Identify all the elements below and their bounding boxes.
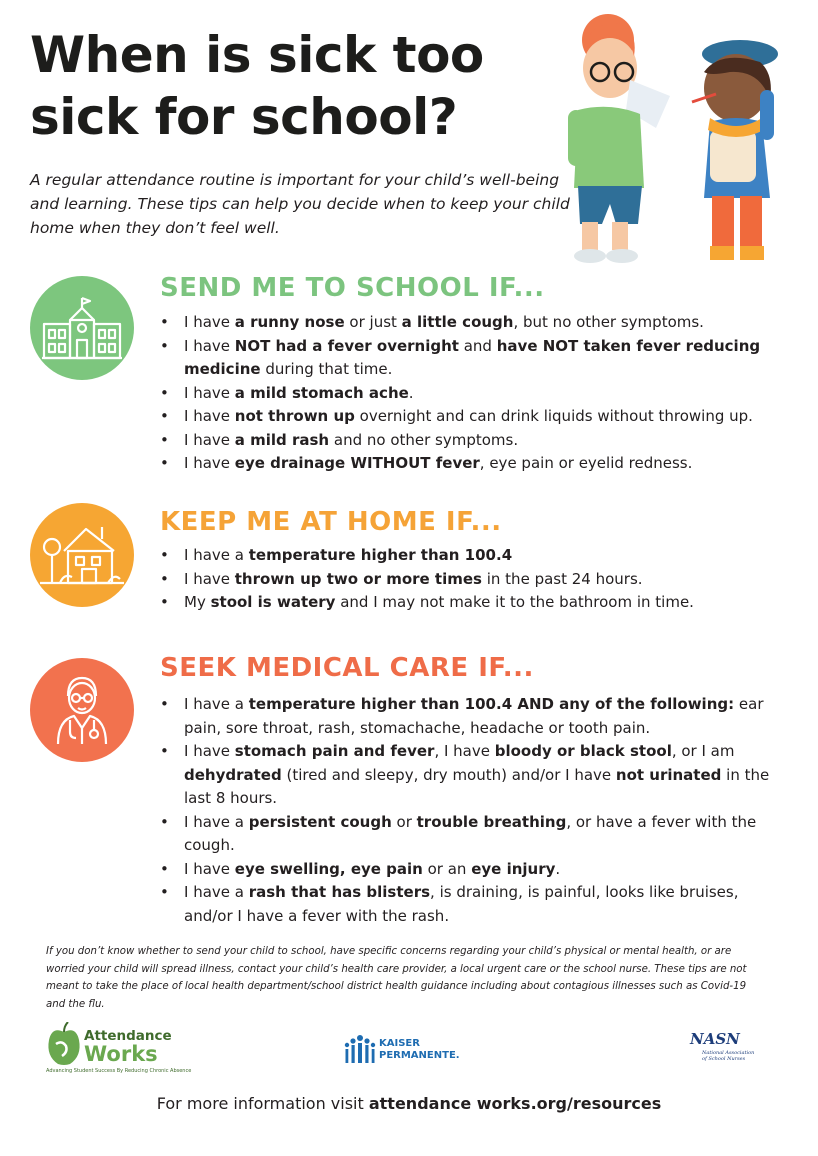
emphasis-text: not urinated	[615, 765, 722, 784]
item-text: , is draining, is painful, looks like bruises, and/or I have a fever with the rash.	[184, 883, 739, 925]
apple-hand-icon	[46, 1022, 82, 1066]
emphasis-text: a mild stomach ache	[234, 383, 409, 402]
list-item	[160, 405, 780, 429]
emphasis-text: a mild rash	[234, 430, 330, 449]
boy-blowing-nose	[568, 14, 670, 263]
list-item	[160, 311, 780, 335]
item-text: I have a	[184, 812, 249, 831]
item-text: overnight and can drink liquids without throwing up.	[354, 407, 753, 425]
sick-children-illustration	[560, 10, 810, 270]
item-text: I have	[184, 336, 235, 355]
item-text: , but no other symptoms.	[513, 313, 704, 331]
list-item	[160, 382, 780, 406]
seek-medical-care-list	[160, 693, 780, 928]
attendance-works-logo[interactable]	[46, 1020, 192, 1080]
emphasis-text: have NOT taken fever reducing medicine	[184, 336, 761, 378]
list-item	[160, 740, 780, 811]
emphasis-text: eye swelling, eye pain	[234, 859, 423, 878]
section-heading: SEND ME TO SCHOOL IF...	[160, 273, 545, 303]
list-item	[160, 452, 780, 476]
emphasis-text: persistent cough	[248, 812, 392, 831]
nasn-logo[interactable]	[688, 1030, 758, 1074]
list-item	[160, 811, 780, 858]
list-item	[160, 335, 780, 382]
item-text: , I have	[434, 742, 495, 760]
title-line-2: sick for school?	[30, 88, 458, 146]
item-text: in the past 24 hours.	[481, 569, 643, 588]
logo-name-line-1: Attendance	[84, 1028, 172, 1044]
item-text: I have a	[184, 695, 249, 713]
item-text: I have	[184, 430, 235, 449]
item-text: I have	[184, 454, 235, 472]
section-heading: KEEP ME AT HOME IF...	[160, 507, 502, 537]
item-text: I have	[184, 742, 235, 760]
item-text: , or I am	[671, 742, 735, 760]
list-item	[160, 568, 780, 592]
nasn-subtitle: National Association of School Nurses	[702, 1050, 755, 1062]
kaiser-line-1: KAISER	[379, 1038, 420, 1049]
item-text: or just	[344, 313, 402, 331]
kaiser-figures-icon	[343, 1034, 377, 1064]
kaiser-line-2: PERMANENTE.	[379, 1050, 460, 1061]
emphasis-text: stomach pain and fever	[234, 742, 435, 760]
title-line-1: When is sick too	[30, 26, 484, 84]
footer-prefix: For more information visit	[156, 1094, 369, 1113]
emphasis-text: eye drainage WITHOUT fever	[234, 454, 480, 472]
emphasis-text: bloody or black stool	[494, 742, 672, 760]
item-text: I have	[184, 407, 235, 425]
emphasis-text: a little cough	[401, 313, 514, 331]
kaiser-permanente-logo[interactable]	[343, 1030, 483, 1070]
item-text: .	[408, 383, 414, 402]
page-title	[30, 24, 570, 148]
keep-at-home-list	[160, 544, 780, 615]
list-item	[160, 693, 780, 740]
item-text: and no other symptoms.	[329, 430, 519, 449]
school-building-icon	[30, 276, 134, 380]
emphasis-text: trouble breathing	[416, 812, 567, 831]
emphasis-text: thrown up two or more times	[234, 569, 482, 588]
list-item	[160, 591, 780, 615]
send-to-school-list	[160, 311, 780, 476]
item-text: or	[391, 812, 417, 831]
house-icon	[30, 503, 134, 607]
intro-text: A regular attendance routine is important for your child’s well-being and learning. These tips can help you decide when to keep your child home when they don’t feel well.	[30, 171, 570, 237]
footer	[0, 1094, 818, 1114]
emphasis-text: stool is watery	[210, 593, 336, 611]
item-text: My	[184, 593, 211, 611]
kaiser-wordmark	[379, 1038, 460, 1062]
emphasis-text: dehydrated	[184, 765, 282, 784]
item-text: , or have a fever with the cough.	[184, 812, 757, 854]
item-text: in the last 8 hours.	[184, 765, 770, 807]
item-text: and I may not make it to the bathroom in time.	[335, 593, 694, 611]
item-text: (tired and sleepy, dry mouth) and/or I have	[281, 765, 616, 784]
emphasis-text: not thrown up	[234, 407, 355, 425]
doctor-icon	[30, 658, 134, 762]
emphasis-text: NOT had a fever overnight	[234, 336, 459, 355]
list-item	[160, 858, 780, 882]
list-item	[160, 881, 780, 928]
emphasis-text: temperature higher than 100.4 AND any of the following:	[248, 695, 735, 713]
list-item	[160, 429, 780, 453]
item-text: I have	[184, 313, 235, 331]
item-text: I have a	[184, 546, 249, 564]
emphasis-text: a runny nose	[234, 313, 345, 331]
item-text: or an	[422, 859, 472, 878]
list-item	[160, 544, 780, 568]
nasn-wordmark: NASN	[690, 1030, 740, 1048]
logo-name-line-2: Works	[84, 1042, 158, 1066]
item-text: .	[555, 859, 561, 878]
emphasis-text: rash that has blisters	[248, 883, 431, 901]
emphasis-text: temperature higher than 100.4	[248, 546, 513, 564]
disclaimer-text: If you don’t know whether to send your child to school, have specific concerns regarding your child’s physical or mental health, or are worried your child will spread illness, contact your child’s health care provider, a local urgent care or the school nurse. These tips are not meant to take the place of local health department/school district health guidance including about contagious illnesses such as Covid-19 and the flu.	[46, 946, 747, 1010]
item-text: during that time.	[260, 360, 393, 378]
item-text: I have	[184, 569, 235, 588]
girl-with-thermometer	[692, 40, 778, 260]
footer-link[interactable]: attendance works.org/resources	[368, 1094, 662, 1113]
item-text: I have	[184, 383, 235, 402]
emphasis-text: eye injury	[471, 859, 556, 878]
item-text: , eye pain or eyelid redness.	[479, 454, 693, 472]
item-text: I have a	[184, 883, 249, 901]
item-text: ear pain, sore throat, rash, stomachache, headache or tooth pain.	[184, 695, 764, 737]
section-heading: SEEK MEDICAL CARE IF...	[160, 653, 534, 683]
item-text: I have	[184, 859, 235, 878]
logo-tagline: Advancing Student Success By Reducing Chronic Absence	[46, 1068, 192, 1074]
item-text: and	[458, 336, 497, 355]
